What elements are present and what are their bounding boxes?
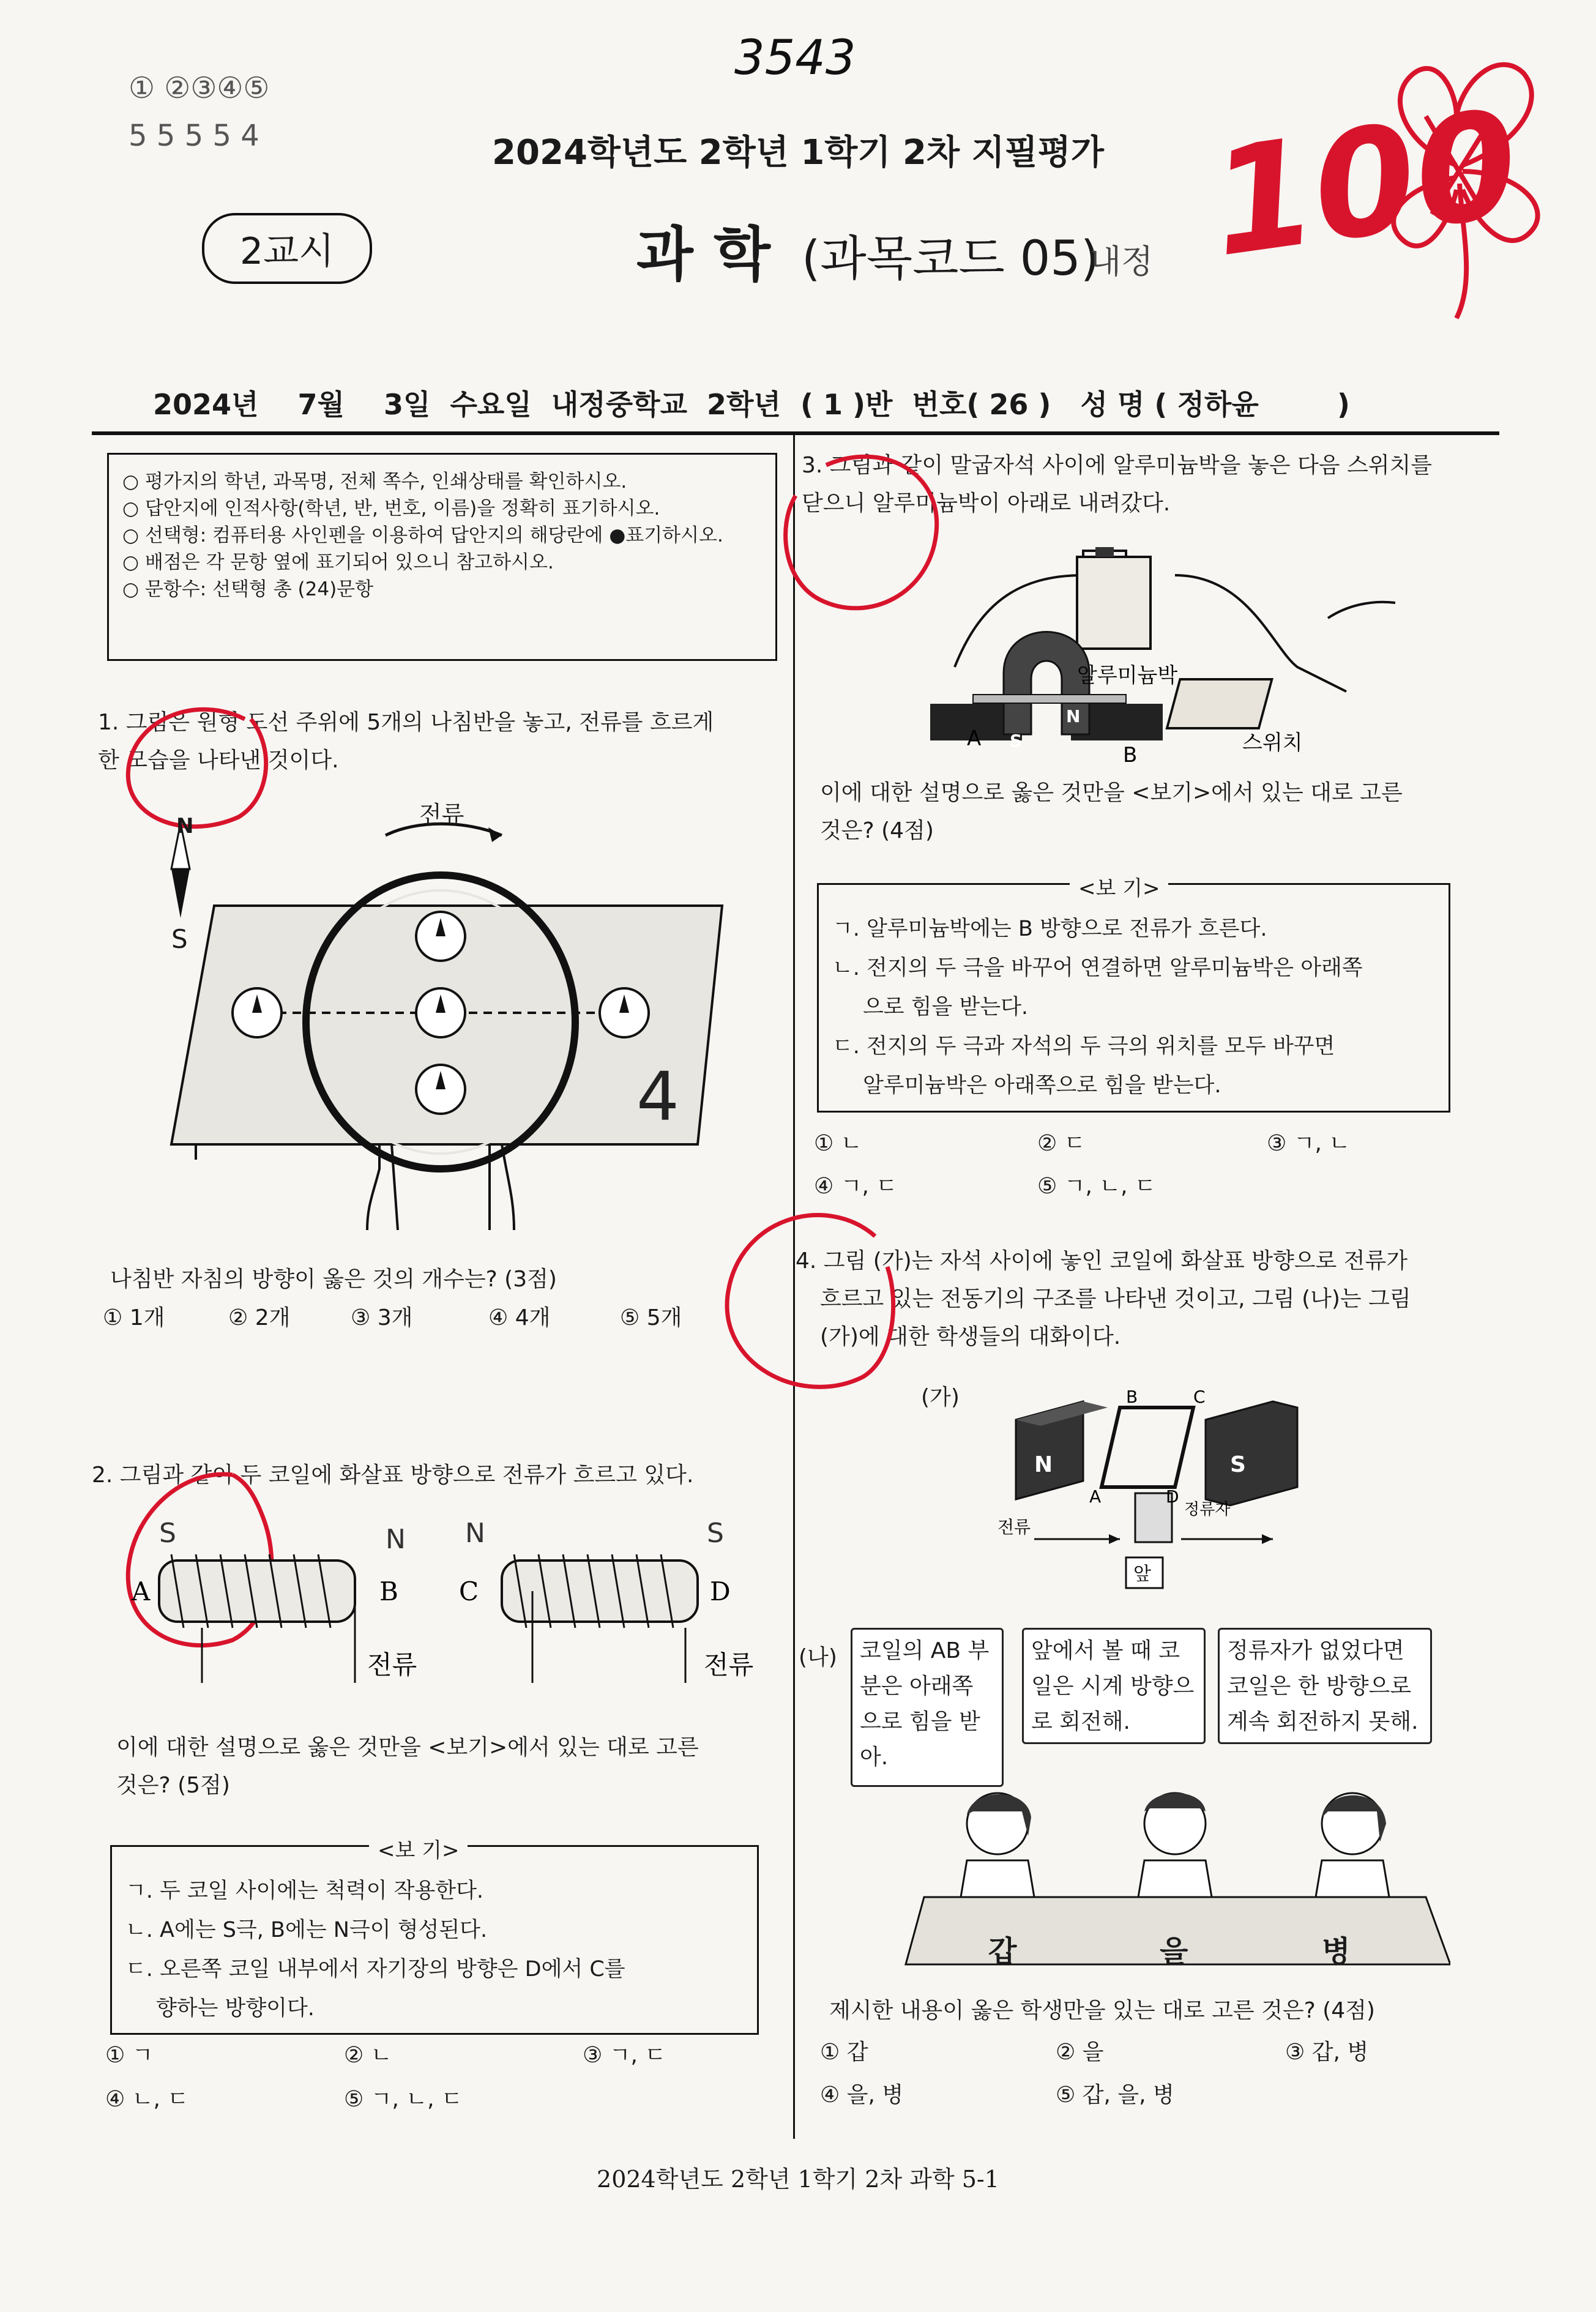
motor-label-c: C xyxy=(1193,1389,1206,1407)
q1-question: 나침반 자침의 방향이 옳은 것의 개수는? (3점) xyxy=(110,1267,557,1292)
q3-figure-magnet xyxy=(906,539,1408,771)
bogi-title: <보 기> xyxy=(1070,871,1168,901)
handwritten-school-note: 내정 xyxy=(1089,242,1154,281)
q4-figure-motor xyxy=(998,1389,1316,1597)
motor-label-n: N xyxy=(1034,1452,1053,1477)
notice-item: ○ 배점은 각 문항 옆에 표기되어 있으니 참고하시오. xyxy=(122,551,554,573)
bogi-item: 으로 힘을 받는다. xyxy=(863,995,1029,1020)
notice-item: ○ 평가지의 학년, 과목명, 전체 쪽수, 인쇄상태를 확인하시오. xyxy=(122,471,627,493)
bogi-title: <보 기> xyxy=(369,1833,468,1863)
q4-stem: 4. 그림 (가)는 자석 사이에 놓인 코일에 화살표 방향으로 전류가 흐르고 있는 전동기의 구조를 나타낸 것이고, 그림 (나)는 그림 (가)에 대한 학생들의 대화이다. xyxy=(796,1248,1411,1349)
choice-1[interactable]: ① ㄴ xyxy=(814,1131,862,1156)
choice-2[interactable]: ② ㄴ xyxy=(344,2043,392,2068)
bogi-item: ㄷ. 오른쪽 코일 내부에서 자기장의 방향은 D에서 C를 xyxy=(125,1957,625,1982)
choice-1[interactable]: ① ㄱ xyxy=(105,2043,154,2068)
student-name-eul: 을 xyxy=(1160,1934,1188,1969)
bogi-item: ㄱ. 두 코일 사이에는 척력이 작용한다. xyxy=(125,1879,484,1903)
q2-stem: 2. 그림과 같이 두 코일에 화살표 방향으로 전류가 흐르고 있다. xyxy=(92,1463,694,1488)
motor-label-a: A xyxy=(1089,1486,1102,1507)
choice-2[interactable]: ② ㄷ xyxy=(1037,1131,1086,1156)
choice-3[interactable]: ③ 갑, 병 xyxy=(1285,2040,1369,2065)
q2-choices xyxy=(105,2038,778,2124)
q4-question: 제시한 내용이 옳은 학생만을 있는 대로 고른 것은? (4점) xyxy=(829,1998,1375,2023)
motor-label-commutator: 정류자 xyxy=(1184,1501,1231,1519)
choice-2[interactable]: ② 2개 xyxy=(228,1305,291,1330)
coil-label-b: B xyxy=(379,1576,398,1606)
q1-handwritten-four: 4 xyxy=(636,1057,679,1136)
circled-numbers: ① ②③④⑤ xyxy=(129,71,270,105)
choice-4[interactable]: ④ 4개 xyxy=(488,1305,551,1330)
score-mark: 100 xyxy=(1201,77,1529,290)
notice-item: ○ 선택형: 컴퓨터용 사인펜을 이용하여 답안지의 해당란에 ●표기하시오. xyxy=(122,524,723,546)
speech-bubble-eul: 앞에서 볼 때 코일은 시계 방향으로 회전해. xyxy=(1022,1628,1206,1744)
motor-label-current: 전류 xyxy=(998,1517,1031,1537)
handwritten-code: 3543 xyxy=(734,31,856,86)
handwritten-s-1: S xyxy=(159,1518,176,1549)
q1-choices xyxy=(103,1300,776,1337)
handwritten-n-2: N xyxy=(465,1518,485,1549)
coil-label-c: C xyxy=(459,1576,479,1606)
q3-label-switch: 스위치 xyxy=(1242,731,1303,755)
bogi-item: ㄷ. 전지의 두 극과 자석의 두 극의 위치를 모두 바꾸면 xyxy=(832,1034,1335,1059)
motor-label-s: S xyxy=(1230,1452,1246,1477)
speech-bubble-byeong: 정류자가 없었다면 코일은 한 방향으로 계속 회전하지 못해. xyxy=(1218,1628,1432,1744)
bogi-item: ㄱ. 알루미늄박에는 B 방향으로 전류가 흐른다. xyxy=(832,917,1267,941)
q4-label-na: (나) xyxy=(799,1645,837,1670)
choice-1[interactable]: ① 1개 xyxy=(103,1305,165,1330)
coil-label-current-2: 전류 xyxy=(704,1650,754,1680)
choice-5[interactable]: ⑤ ㄱ, ㄴ, ㄷ xyxy=(344,2087,463,2112)
q3-label-s: S xyxy=(1010,731,1023,751)
student-name-byeong: 병 xyxy=(1322,1934,1351,1969)
notice-box xyxy=(107,453,777,661)
q1-stem: 1. 그림은 원형 도선 주위에 5개의 나침반을 놓고, 전류를 흐르게 한 모습을 나타낸 것이다. xyxy=(98,710,714,773)
q2-question: 이에 대한 설명으로 옳은 것만을 <보기>에서 있는 대로 고른 것은? (5점) xyxy=(116,1735,699,1798)
bogi-item: ㄴ. 전지의 두 극을 바꾸어 연결하면 알루미늄박은 아래쪽 xyxy=(832,956,1363,980)
bogi-item: 향하는 방향이다. xyxy=(156,1996,315,2021)
motor-label-b: B xyxy=(1126,1389,1138,1407)
handwritten-answers: 5 5 5 5 4 xyxy=(129,119,259,153)
coil-label-current-1: 전류 xyxy=(367,1650,417,1680)
choice-3[interactable]: ③ ㄱ, ㄴ xyxy=(1267,1131,1351,1156)
coil-label-d: D xyxy=(710,1576,731,1606)
period-badge: 2교시 xyxy=(202,213,372,284)
choice-5[interactable]: ⑤ 갑, 을, 병 xyxy=(1056,2083,1174,2108)
q3-label-n: N xyxy=(1066,706,1081,726)
bogi-item: ㄴ. A에는 S극, B에는 N극이 형성된다. xyxy=(125,1918,488,1942)
exam-title: 2024학년도 2학년 1학기 2차 지필평가 xyxy=(492,133,1104,173)
q2-bogi-box xyxy=(110,1838,759,2035)
q2-figure-coils xyxy=(122,1518,783,1689)
bogi-item: 알루미늄박은 아래쪽으로 힘을 받는다. xyxy=(863,1073,1221,1098)
header-rule xyxy=(92,431,1499,435)
student-info-row: 2024년 7월 3일 수요일 내정중학교 2학년 ( 1 )반 번호( 26 ) 성 명 ( 정하윤 ) xyxy=(153,388,1350,421)
speech-bubble-gap: 코일의 AB 부분은 아래쪽으로 힘을 받아. xyxy=(851,1628,1004,1787)
choice-3[interactable]: ③ 3개 xyxy=(351,1305,413,1330)
q3-label-a: A xyxy=(967,726,982,751)
handwritten-n-1: N xyxy=(386,1524,406,1555)
q1-label-n: N xyxy=(176,814,194,838)
student-name-gap: 갑 xyxy=(988,1934,1017,1969)
flower-stamp-icon xyxy=(1359,24,1561,330)
notice-item: ○ 문항수: 선택형 총 (24)문항 xyxy=(122,578,374,600)
choice-4[interactable]: ④ 을, 병 xyxy=(820,2083,904,2108)
choice-1[interactable]: ① 갑 xyxy=(820,2040,868,2065)
q4-label-ga: (가) xyxy=(921,1385,960,1410)
q1-label-current: 전류 xyxy=(419,801,464,828)
handwritten-s-2: S xyxy=(707,1518,724,1549)
q3-label-foil: 알루미늄박 xyxy=(1077,663,1178,688)
choice-5[interactable]: ⑤ ㄱ, ㄴ, ㄷ xyxy=(1037,1174,1156,1199)
notice-item: ○ 답안지에 인적사항(학년, 반, 번호, 이름)을 정확히 표기하시오. xyxy=(122,498,660,520)
motor-label-front: 앞 xyxy=(1133,1564,1151,1585)
choice-4[interactable]: ④ ㄴ, ㄷ xyxy=(105,2087,189,2112)
choice-4[interactable]: ④ ㄱ, ㄷ xyxy=(814,1174,898,1199)
choice-5[interactable]: ⑤ 5개 xyxy=(620,1305,682,1330)
q3-stem: 3. 그림과 같이 말굽자석 사이에 알루미늄박을 놓은 다음 스위치를 닫으니 알루미늄박이 아래로 내려갔다. xyxy=(802,453,1433,516)
red-check-circle xyxy=(704,1193,912,1414)
q4-choices xyxy=(820,2035,1493,2120)
coil-label-a: A xyxy=(132,1576,151,1606)
subject-code: (과목코드 05) xyxy=(802,231,1100,286)
q1-label-s: S xyxy=(171,924,188,954)
q1-figure-compasses xyxy=(110,802,783,1230)
q3-label-b: B xyxy=(1123,743,1138,767)
q3-question: 이에 대한 설명으로 옳은 것만을 <보기>에서 있는 대로 고른 것은? (4점) xyxy=(820,780,1403,843)
q3-bogi-box xyxy=(817,876,1450,1113)
q3-choices xyxy=(814,1126,1487,1212)
motor-label-d: D xyxy=(1166,1486,1179,1507)
choice-3[interactable]: ③ ㄱ, ㄷ xyxy=(583,2043,666,2068)
page-footer: 2024학년도 2학년 1학기 2차 과학 5-1 xyxy=(597,2166,999,2193)
subject-title: 과 학 xyxy=(636,220,770,289)
choice-2[interactable]: ② 을 xyxy=(1056,2040,1104,2065)
